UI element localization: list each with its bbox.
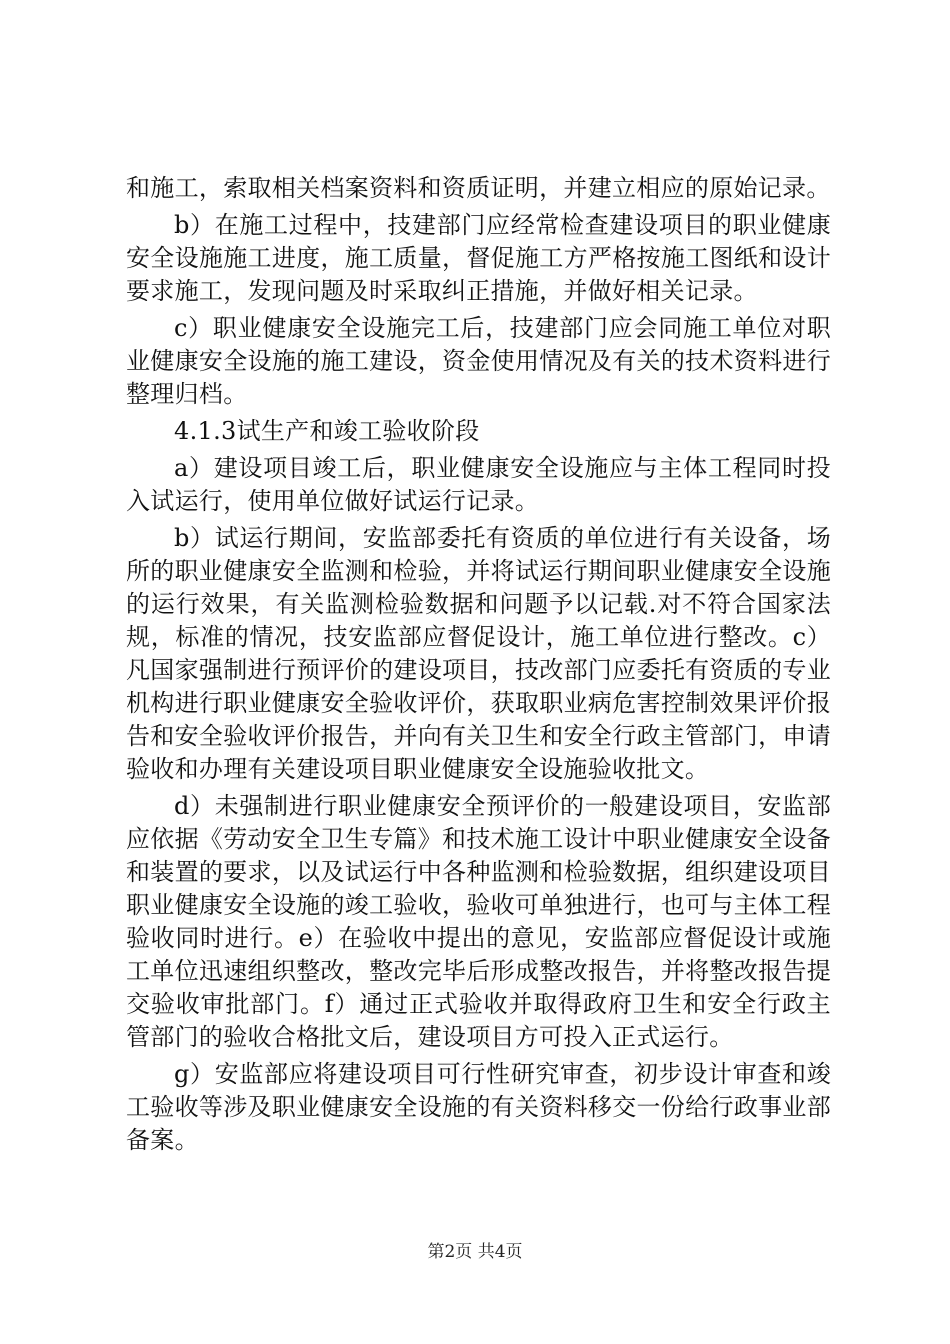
- page-footer: 第2页 共4页: [427, 1242, 523, 1262]
- paragraph-1: 和施工，索取相关档案资料和资质证明，并建立相应的原始记录。: [126, 174, 831, 202]
- paragraph-5: a）建设项目竣工后，职业健康安全设施应与主体工程同时投入试运行，使用单位做好试运行记录。: [126, 454, 831, 515]
- paragraph-2: b）在施工过程中，技建部门应经常检查建设项目的职业健康安全设施施工进度，施工质量，督促施工方严格按施工图纸和设计要求施工，发现问题及时采取纠正措施，并做好相关记录。: [126, 211, 831, 305]
- paragraph-8: g）安监部应将建设项目可行性研究审查，初步设计审查和竣工验收等涉及职业健康安全设施的有关资料移交一份给行政事业部备案。: [126, 1060, 831, 1154]
- paragraph-6: b）试运行期间，安监部委托有资质的单位进行有关设备，场所的职业健康安全监测和检验，并将试运行期间职业健康安全设施的运行效果，有关监测检验数据和问题予以记载.对不符合国家法规，标准的情况，技安监部应督促设计，施工单位进行整改。c）凡国家强制进行预评价的建设项目，技改部门应委托有资质的专业机构进行职业健康安全验收评价，获取职业病危害控制效果评价报告和安全验收评价报告，并向有关卫生和安全行政主管部门，申请验收和办理有关建设项目职业健康安全设施验收批文。: [126, 524, 831, 783]
- document-body: [126, 172, 831, 1161]
- section-heading: 4.1.3试生产和竣工验收阶段: [174, 417, 480, 445]
- paragraph-3: c）职业健康安全设施完工后，技建部门应会同施工单位对职业健康安全设施的施工建设，资金使用情况及有关的技术资料进行整理归档。: [126, 314, 831, 408]
- paragraph-7: d）未强制进行职业健康安全预评价的一般建设项目，安监部应依据《劳动安全卫生专篇》和技术施工设计中职业健康安全设备和装置的要求，以及试运行中各种监测和检验数据，组织建设项目职业健康安全设施的竣工验收，验收可单独进行，也可与主体工程验收同时进行。e）在验收中提出的意见，安监部应督促设计或施工单位迅速组织整改，整改完毕后形成整改报告，并将整改报告提交验收审批部门。f）通过正式验收并取得政府卫生和安全行政主管部门的验收合格批文后，建设项目方可投入正式运行。: [126, 792, 831, 1051]
